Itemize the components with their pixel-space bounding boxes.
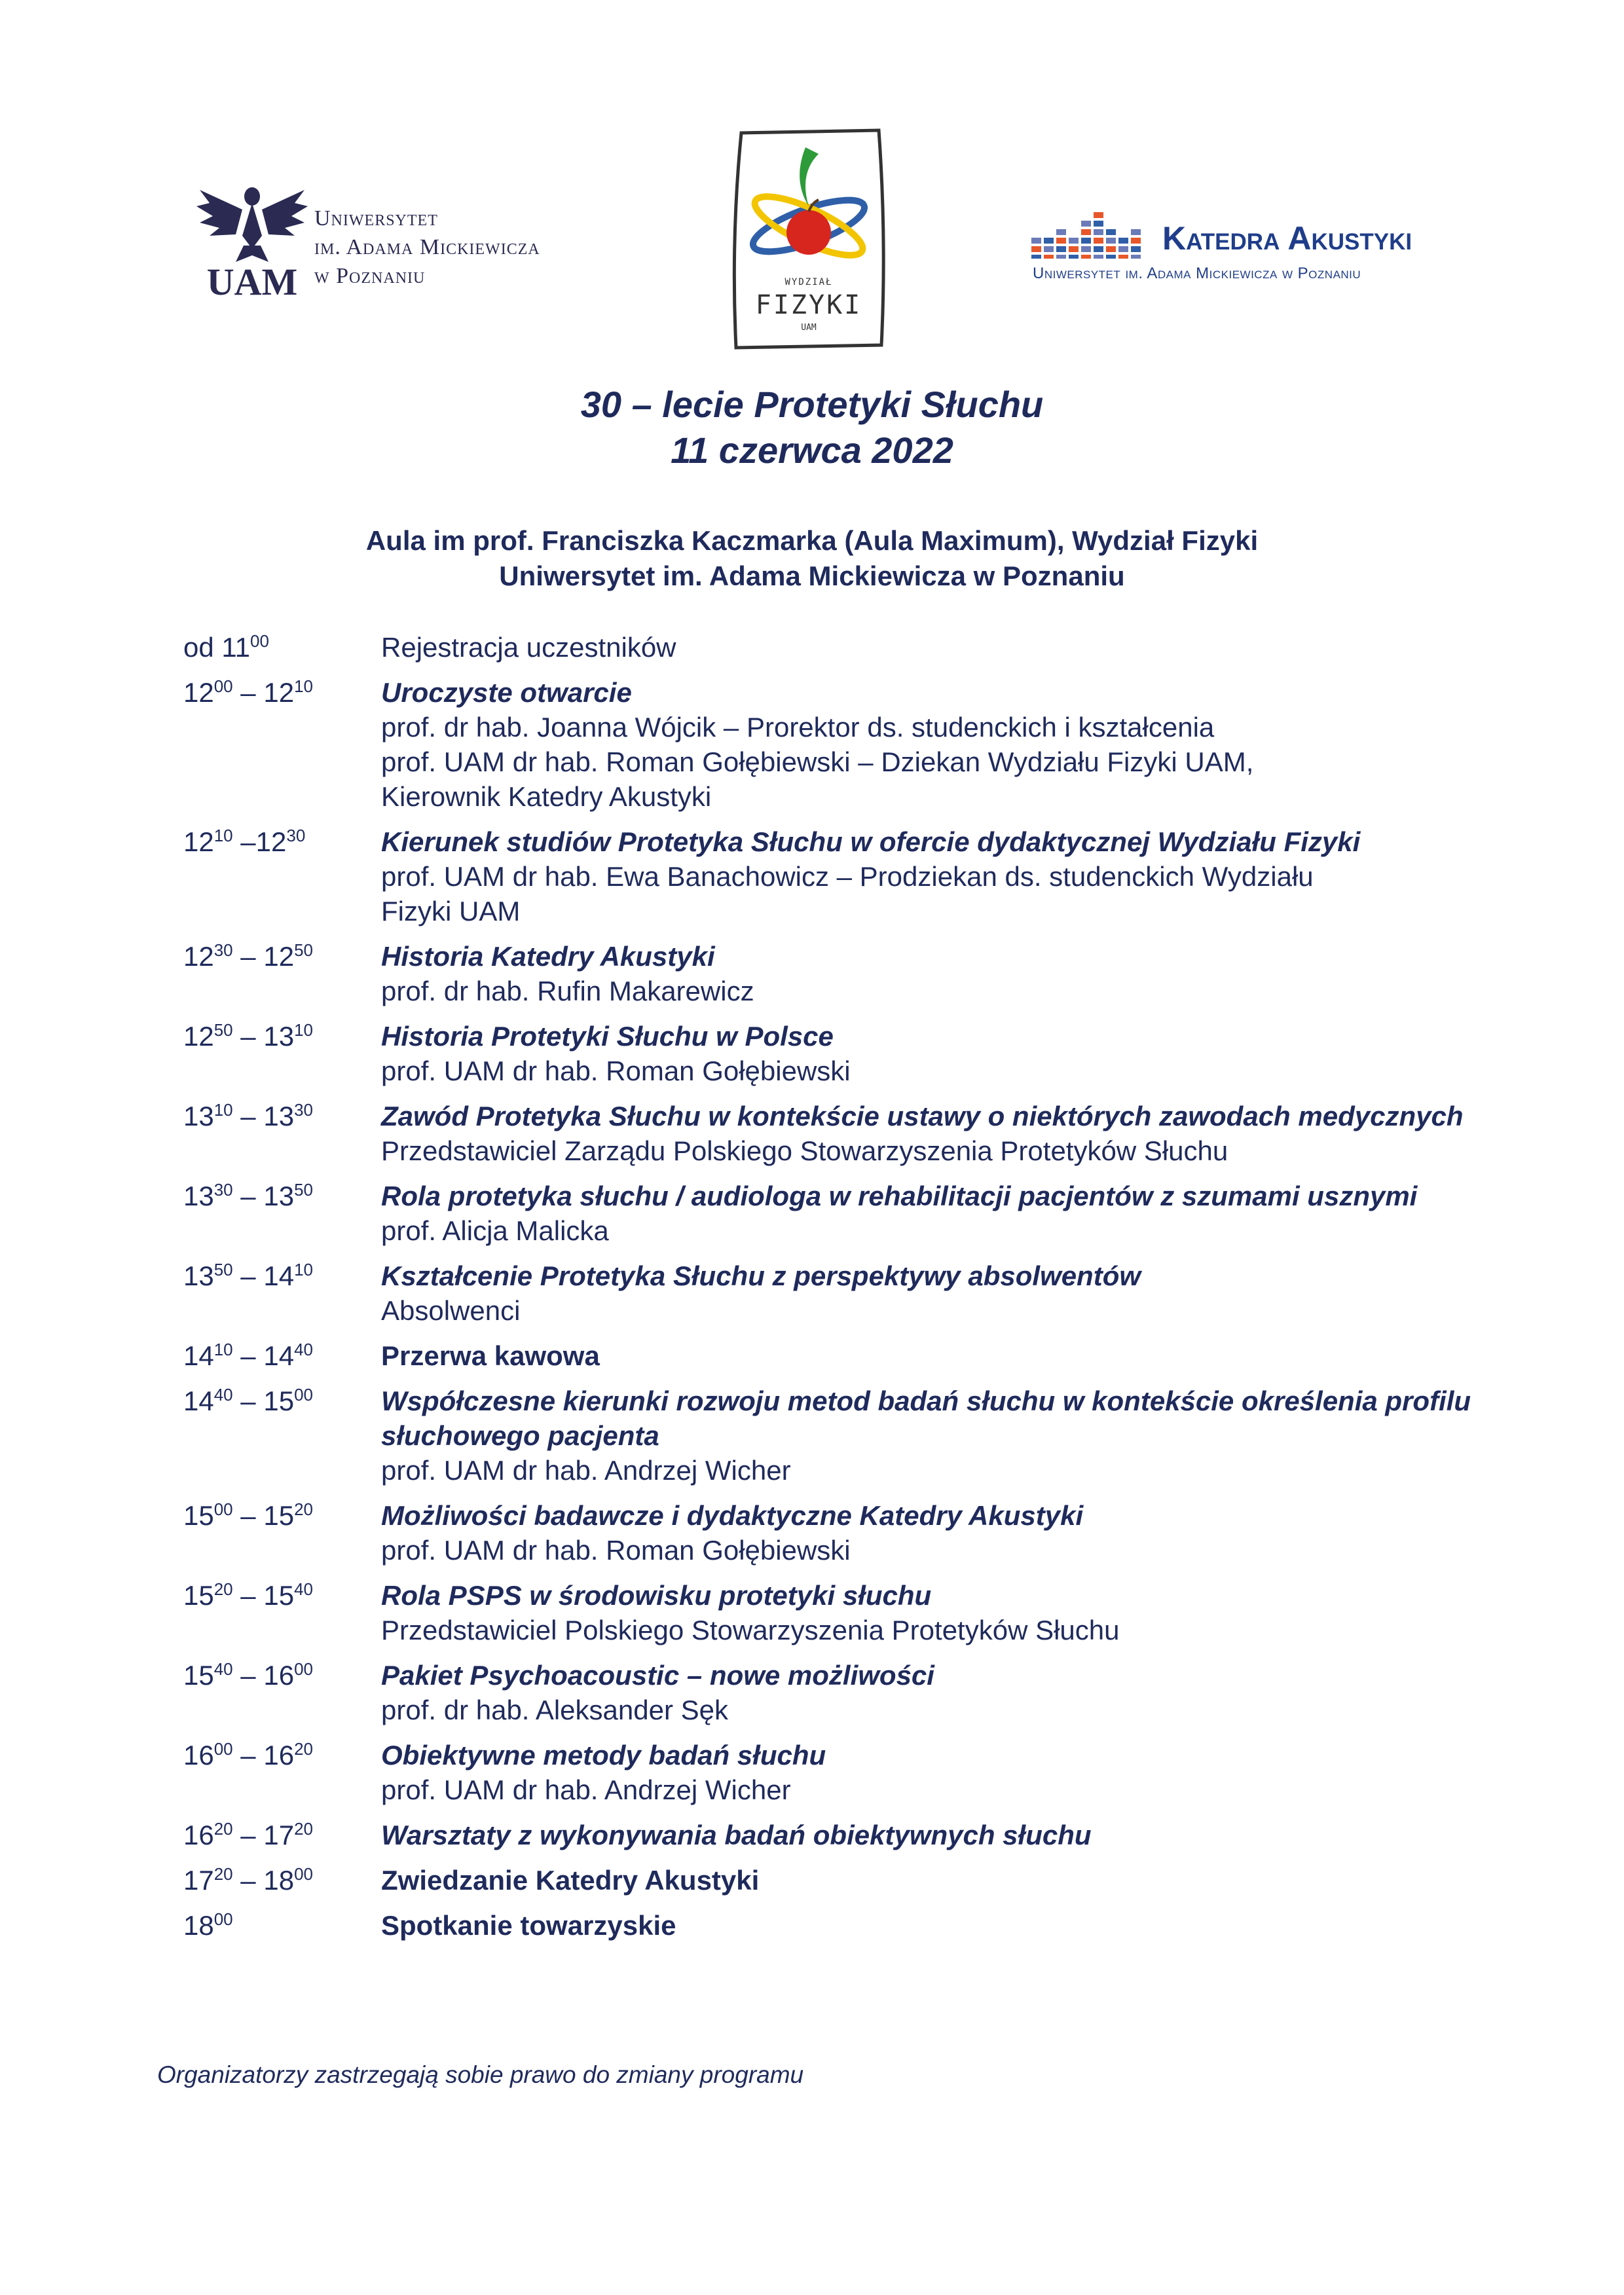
program-title: Historia Protetyki Słuchu w Polsce — [381, 1021, 834, 1052]
program-speaker: prof. UAM dr hab. Ewa Banachowicz – Prodziekan ds. studenckich Wydziału — [381, 861, 1314, 892]
program-time: $13^{30} - 13^{50}$ — [183, 1180, 313, 1211]
wydzial-line2: FIZYKI — [755, 290, 862, 320]
program-time: $16^{20} - 17^{20}$ — [183, 1819, 313, 1850]
program-row — [183, 1738, 1493, 1807]
equalizer-bar — [1094, 229, 1103, 235]
program-speaker: prof. dr hab. Joanna Wójcik – Prorektor ds. studenckich i kształcenia — [381, 712, 1215, 743]
eagle-icon — [196, 177, 308, 301]
program-row — [183, 1099, 1493, 1168]
equalizer-bar — [1131, 246, 1141, 252]
header-logos — [0, 0, 1624, 367]
program-title: Warsztaty z wykonywania badań obiektywnych słuchu — [381, 1820, 1092, 1850]
equalizer-bar — [1106, 229, 1116, 235]
wydzial-line3: UAM — [801, 323, 817, 333]
program-row — [183, 1498, 1493, 1568]
program-row — [183, 1863, 1493, 1898]
program-speaker: Fizyki UAM — [381, 896, 521, 927]
equalizer-bar — [1106, 246, 1116, 252]
equalizer-bar — [1106, 238, 1116, 244]
program-row — [183, 824, 1493, 928]
equalizer-bar — [1094, 255, 1103, 259]
equalizer-bar — [1118, 246, 1128, 252]
program-time: $14^{10} - 14^{40}$ — [183, 1340, 313, 1371]
program-title: Rejestracja uczestników — [381, 632, 676, 663]
program-speaker: prof. UAM dr hab. Roman Gołębiewski — [381, 1056, 851, 1086]
program-title: Możliwości badawcze i dydaktyczne Katedry Akustyki — [381, 1500, 1084, 1531]
event-date: 11 czerwca 2022 — [671, 430, 953, 471]
equalizer-bar — [1056, 255, 1066, 259]
program-time: $15^{40} - 16^{00}$ — [183, 1659, 313, 1691]
katedra-subtitle: Uniwersytet im. Adama Mickiewicza w Poznaniu — [1033, 265, 1361, 282]
program-title: Obiektywne metody badań słuchu — [381, 1740, 826, 1771]
program-row — [183, 1908, 1493, 1943]
program-time: $13^{10} - 13^{30}$ — [183, 1100, 313, 1131]
program-row — [183, 1658, 1493, 1727]
katedra-name: Katedra Akustyki — [1162, 220, 1412, 257]
program-title: Rola PSPS w środowisku protetyki słuchu — [381, 1580, 932, 1611]
equalizer-bar — [1094, 212, 1103, 218]
program-time: $14^{40} - 15^{00}$ — [183, 1385, 313, 1416]
equalizer-bar — [1094, 221, 1103, 227]
program-title: Zawód Protetyka Słuchu w kontekście ustawy o niektórych zawodach medycznych — [381, 1101, 1464, 1131]
program-speaker: prof. UAM dr hab. Roman Gołębiewski — [381, 1535, 851, 1566]
page-title: 30 – lecie Protetyki Słuchu — [580, 384, 1044, 425]
program-row — [183, 1384, 1493, 1488]
program-speaker: prof. Alicja Malicka — [381, 1215, 609, 1246]
program-row — [183, 1578, 1493, 1647]
uam-monogram: UAM — [206, 261, 298, 301]
equalizer-bar — [1031, 255, 1041, 259]
program-time: $12^{30} - 12^{50}$ — [183, 940, 313, 972]
program-row — [183, 675, 1493, 814]
program-title: Przerwa kawowa — [381, 1340, 600, 1371]
program-time: $16^{00} - 16^{20}$ — [183, 1739, 313, 1771]
uam-line2: im. Adama Mickiewicza — [314, 235, 540, 259]
equalizer-bar — [1056, 238, 1066, 244]
uam-logo — [196, 177, 563, 308]
equalizer-bar — [1081, 229, 1091, 235]
program-time: $12^{00} - 12^{10}$ — [183, 676, 313, 708]
program-time: od $11^{00}$ — [183, 631, 269, 663]
equalizer-bars-icon — [1031, 200, 1143, 259]
uam-line1: Uniwersytet — [314, 206, 438, 230]
wydzial-line1: WYDZIAŁ — [784, 277, 833, 287]
program-title: Rola protetyka słuchu / audiologa w rehabilitacji pacjentów z szumami usznymi — [381, 1181, 1418, 1211]
venue-line2: Uniwersytet im. Adama Mickiewicza w Poznaniu — [499, 560, 1125, 591]
program-time: $15^{00} - 15^{20}$ — [183, 1499, 313, 1531]
program-speaker: prof. dr hab. Aleksander Sęk — [381, 1695, 728, 1725]
program-time: $17^{20} - 18^{00}$ — [183, 1864, 313, 1896]
program-row — [183, 630, 1493, 665]
equalizer-bar — [1069, 238, 1079, 244]
equalizer-bar — [1094, 238, 1103, 244]
equalizer-bar — [1031, 238, 1041, 244]
equalizer-bar — [1131, 255, 1141, 259]
program-row — [183, 1258, 1493, 1328]
katedra-akustyki-logo — [1031, 196, 1464, 282]
equalizer-bar — [1081, 255, 1091, 259]
program-speaker: prof. UAM dr hab. Roman Gołębiewski – Dziekan Wydziału Fizyki UAM, — [381, 746, 1254, 777]
footer-note: Organizatorzy zastrzegają sobie prawo do zmiany programu — [157, 2061, 804, 2088]
equalizer-bar — [1081, 238, 1091, 244]
program-title: Kierunek studiów Protetyka Słuchu w ofercie dydaktycznej Wydziału Fizyki — [381, 826, 1361, 857]
equalizer-bar — [1069, 246, 1079, 252]
program-row — [183, 1179, 1493, 1248]
program-row — [183, 939, 1493, 1008]
equalizer-bar — [1044, 246, 1054, 252]
equalizer-bar — [1131, 238, 1141, 244]
program-time: $13^{50} - 14^{10}$ — [183, 1260, 313, 1291]
program-title: Współczesne kierunki rozwoju metod badań słuchu w kontekście określenia profilu słuchowego pacjenta — [381, 1386, 1471, 1451]
program-title: Uroczyste otwarcie — [381, 677, 632, 708]
equalizer-bar — [1118, 255, 1128, 259]
program-time: $15^{20} - 15^{40}$ — [183, 1579, 313, 1611]
program-time: $12^{50} - 13^{10}$ — [183, 1020, 313, 1052]
program-title: Kształcenie Protetyka Słuchu z perspektywy absolwentów — [381, 1260, 1141, 1291]
equalizer-bar — [1094, 246, 1103, 252]
uam-name — [314, 204, 540, 291]
program-row — [183, 1019, 1493, 1088]
program-time: $12^{10}$ $-12^{30}$ — [183, 826, 306, 857]
program-title: Historia Katedry Akustyki — [381, 941, 715, 972]
program-row — [183, 1818, 1493, 1852]
program-speaker: Absolwenci — [381, 1295, 521, 1326]
uam-line3: w Poznaniu — [314, 264, 426, 288]
program-speaker: Kierownik Katedry Akustyki — [381, 781, 712, 812]
program-speaker: prof. UAM dr hab. Andrzej Wicher — [381, 1455, 791, 1486]
program-time: $18^{00}$ — [183, 1909, 233, 1941]
program-title: Zwiedzanie Katedry Akustyki — [381, 1865, 760, 1896]
equalizer-bar — [1044, 238, 1054, 244]
equalizer-bar — [1118, 238, 1128, 244]
program-speaker: prof. UAM dr hab. Andrzej Wicher — [381, 1774, 791, 1805]
equalizer-bar — [1056, 229, 1066, 235]
program-speaker: prof. dr hab. Rufin Makarewicz — [381, 976, 754, 1006]
equalizer-bar — [1056, 246, 1066, 252]
equalizer-bar — [1044, 255, 1054, 259]
venue-line1: Aula im prof. Franciszka Kaczmarka (Aula Maximum), Wydział Fizyki — [365, 525, 1259, 556]
equalizer-bar — [1069, 255, 1079, 259]
wydzial-fizyki-logo — [727, 128, 891, 350]
program-speaker: Przedstawiciel Zarządu Polskiego Stowarzyszenia Protetyków Słuchu — [381, 1135, 1228, 1166]
equalizer-bar — [1131, 229, 1141, 235]
program-title: Spotkanie towarzyskie — [381, 1910, 676, 1941]
equalizer-bar — [1106, 255, 1116, 259]
equalizer-bar — [1031, 246, 1041, 252]
equalizer-bar — [1081, 221, 1091, 227]
equalizer-bar — [1081, 246, 1091, 252]
program-title: Pakiet Psychoacoustic – nowe możliwości — [381, 1660, 934, 1691]
program-speaker: Przedstawiciel Polskiego Stowarzyszenia Protetyków Słuchu — [381, 1615, 1120, 1645]
program-row — [183, 1338, 1493, 1373]
program-list — [183, 630, 1493, 1953]
